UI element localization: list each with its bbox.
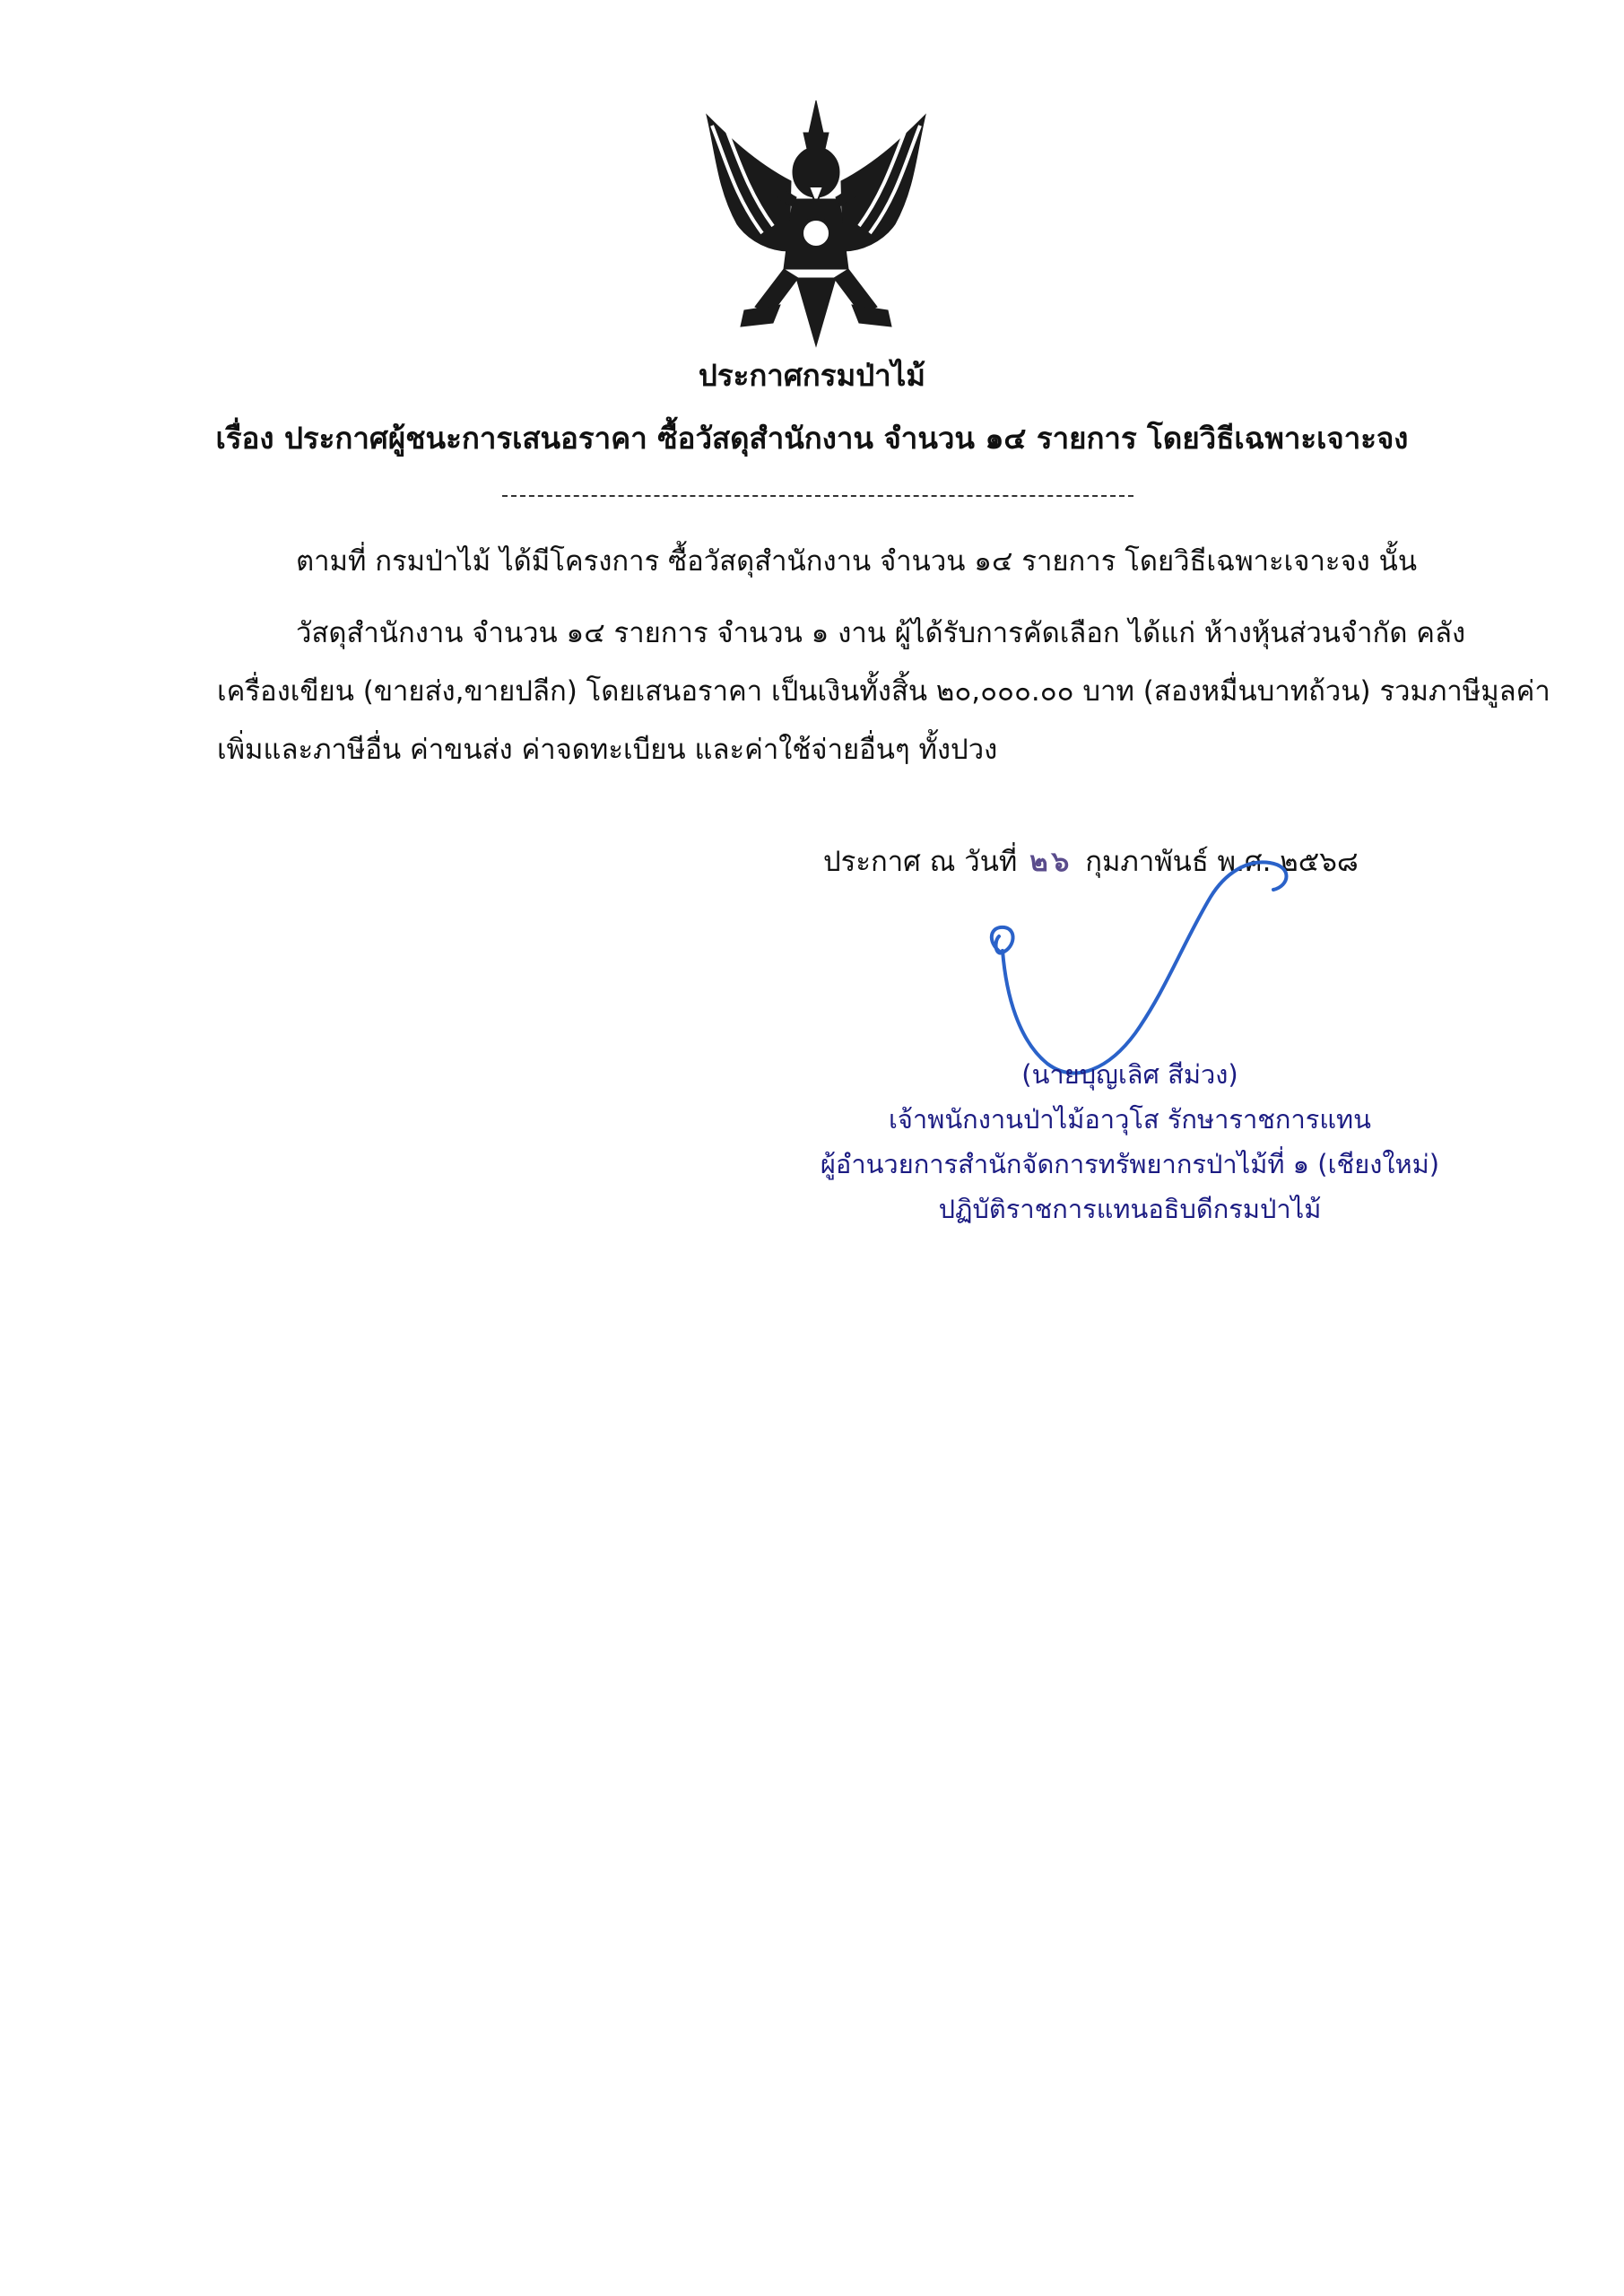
body-line-1: ตามที่ กรมป่าไม้ ได้มีโครงการ ซื้อวัสดุสำนักงาน จำนวน ๑๔ รายการ โดยวิธีเฉพาะเจาะจง นั้น xyxy=(296,545,1418,578)
announcement-month-year: กุมภาพันธ์ พ.ศ. ๒๕๖๘ xyxy=(1085,846,1359,878)
announcement-day: ๒๖ xyxy=(1029,846,1073,878)
body-line-3: เครื่องเขียน (ขายส่ง,ขายปลีก) โดยเสนอราคา เป็นเงินทั้งสิ้น ๒๐,๐๐๐.๐๐ บาท (สองหมื่นบาทถ้วน) รวมภาษีมูลค่า xyxy=(217,675,1550,708)
announcement-prefix: ประกาศ ณ วันที่ xyxy=(823,846,1018,878)
document-subject: เรื่อง ประกาศผู้ชนะการเสนอราคา ซื้อวัสดุสำนักงาน จำนวน ๑๔ รายการ โดยวิธีเฉพาะเจาะจง xyxy=(215,421,1409,456)
title-divider xyxy=(502,495,1133,497)
signatory-position-3: ปฏิบัติราชการแทนอธิบดีกรมป่าไม้ xyxy=(938,1194,1322,1224)
body-line-4: เพิ่มและภาษีอื่น ค่าขนส่ง ค่าจดทะเบียน และค่าใช้จ่ายอื่นๆ ทั้งปวง xyxy=(217,734,998,766)
handwritten-signature xyxy=(951,843,1345,1085)
signatory-name: (นายบุญเลิศ สีม่วง) xyxy=(1021,1059,1238,1090)
garuda-emblem-icon xyxy=(690,99,942,350)
body-line-2: วัสดุสำนักงาน จำนวน ๑๔ รายการ จำนวน ๑ งาน ผู้ได้รับการคัดเลือก ได้แก่ ห้างหุ้นส่วนจำกัด คลัง xyxy=(296,617,1466,649)
document-title: ประกาศกรมป่าไม้ xyxy=(698,358,926,393)
signatory-position-2: ผู้อำนวยการสำนักจัดการทรัพยากรป่าไม้ที่ ๑ (เชียงใหม่) xyxy=(820,1149,1440,1179)
signatory-position-1: เจ้าพนักงานป่าไม้อาวุโส รักษาราชการแทน xyxy=(889,1104,1371,1135)
